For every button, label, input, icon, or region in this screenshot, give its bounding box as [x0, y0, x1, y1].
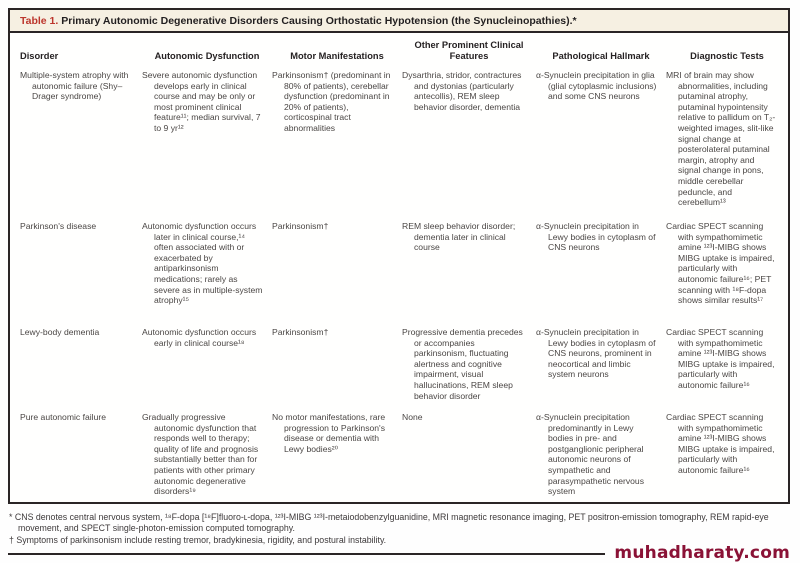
cell-diagnostic-tests: MRI of brain may show abnormalities, including putaminal atrophy, putaminal hypointensity relative to pallidum on T₂-weighted images, slit-like signal change at posterolateral putaminal margin, atrophy and signal change in pons, middle cerebellar peduncle, and cerebellum¹³ — [666, 70, 776, 208]
cell-other-features: REM sleep behavior disorder; dementia later in clinical course — [402, 221, 516, 253]
cell-autonomic-dysfunction: Autonomic dysfunction occurs later in clinical course,¹⁴ often associated with or exacerbated by antiparkinsonism medications; rarely as severe as in multiple-system atrophy¹⁵ — [142, 221, 263, 306]
cell-autonomic-dysfunction: Gradually progressive autonomic dysfunction that responds well to therapy; quality of life and prognosis substantially better than for patients with other primary autonomic degenerative disorders¹⁹ — [142, 412, 259, 497]
cell-diagnostic-tests: Cardiac SPECT scanning with sympathomimetic amine ¹²³I-MIBG shows MIBG uptake is impaired, particularly with autonomic failure¹⁶ — [666, 412, 775, 475]
table-number-label: Table 1. — [20, 15, 59, 27]
bottom-rule — [8, 553, 605, 555]
table-frame — [8, 8, 790, 504]
table-row-lewy-body-dementia — [10, 325, 788, 410]
cell-pathological-hallmark: α-Synuclein precipitation in glia (glial cytoplasmic inclusions) and some CNS neurons — [536, 70, 657, 102]
cell-other-features: None — [402, 412, 423, 422]
cell-pathological-hallmark: α-Synuclein precipitation in Lewy bodies in cytoplasm of CNS neurons, prominent in neocortical and limbic system neurons — [536, 327, 656, 380]
table-title — [10, 10, 788, 33]
cell-pathological-hallmark: α-Synuclein precipitation in Lewy bodies in cytoplasm of CNS neurons — [536, 221, 656, 253]
col-header-disorder: Disorder — [20, 51, 59, 61]
cell-autonomic-dysfunction: Autonomic dysfunction occurs early in clinical course¹⁸ — [142, 327, 257, 348]
cell-disorder: Parkinson's disease — [20, 221, 97, 231]
watermark: muhadharaty.com — [614, 543, 790, 563]
col-header-autonomic-dysfunction: Autonomic Dysfunction — [154, 51, 260, 61]
cell-motor-manifestations: No motor manifestations, rare progression to Parkinson's disease or dementia with Lewy bodies²⁰ — [272, 412, 386, 454]
cell-diagnostic-tests: Cardiac SPECT scanning with sympathomimetic amine ¹²³I-MIBG shows MIBG uptake is impaired, particularly with autonomic failure¹⁶ — [666, 327, 775, 390]
table-row-parkinsons-disease — [10, 219, 788, 325]
table-row-pure-autonomic-failure — [10, 410, 788, 503]
table-title-text: Primary Autonomic Degenerative Disorders Causing Orthostatic Hypotension (the Synucleinopathies).* — [58, 15, 577, 27]
table-header-row — [10, 33, 788, 68]
col-header-diagnostic-tests: Diagnostic Tests — [690, 51, 764, 61]
cell-pathological-hallmark: α-Synuclein precipitation predominantly in Lewy bodies in pre- and postganglionic peripheral autonomic neurons of sympathetic and parasympathetic nervous system — [536, 412, 645, 497]
col-header-pathological-hallmark: Pathological Hallmark — [552, 51, 650, 61]
footnote-parkinsonism-symptoms: † Symptoms of parkinsonism include resting tremor, bradykinesia, rigidity, and postural instability. — [9, 534, 387, 545]
col-header-other-clinical-features: Other Prominent Clinical Features — [414, 40, 524, 61]
cell-motor-manifestations: Parkinsonism† (predominant in 80% of patients), cerebellar dysfunction (predominant in 20% of patients), corticospinal tract abnormalities — [272, 70, 391, 133]
cell-diagnostic-tests: Cardiac SPECT scanning with sympathomimetic amine ¹²³I-MIBG shows MIBG uptake is impaired, particularly with autonomic failure¹⁶; PET scanning with ¹⁸F-dopa shows similar results¹⁷ — [666, 221, 775, 306]
cell-motor-manifestations: Parkinsonism† — [272, 221, 329, 231]
cell-other-features: Progressive dementia precedes or accompanies parkinsonism, fluctuating alertness and cognitive impairment, visual hallucinations, REM sleep behavior disorder — [402, 327, 523, 401]
bottom-bar — [8, 544, 790, 563]
cell-disorder: Pure autonomic failure — [20, 412, 106, 422]
footnotes — [9, 512, 789, 546]
cell-disorder: Lewy-body dementia — [20, 327, 100, 337]
table-row-multiple-system-atrophy — [10, 68, 788, 219]
cell-other-features: Dysarthria, stridor, contractures and dystonias (particularly antecollis), REM sleep behavior disorder, dementia — [402, 70, 522, 112]
cell-motor-manifestations: Parkinsonism† — [272, 327, 329, 337]
cell-disorder: Multiple-system atrophy with autonomic failure (Shy–Drager syndrome) — [20, 70, 129, 102]
cell-autonomic-dysfunction: Severe autonomic dysfunction develops early in clinical course and may be only or most prominent clinical feature¹¹; median survival, 7 to 9 yr¹² — [142, 70, 261, 133]
footnote-abbreviations: * CNS denotes central nervous system, ¹⁸F-dopa [¹⁸F]fluoro-ʟ-dopa, ¹²³I-MIBG ¹²³I-metaiodobenzylguanidine, MRI magnetic resonance imaging, PET positron-emission tomography, REM rapid-eye movement, and SPECT single-photon-emission computed tomography. — [9, 512, 769, 534]
col-header-motor-manifestations: Motor Manifestations — [290, 51, 384, 61]
